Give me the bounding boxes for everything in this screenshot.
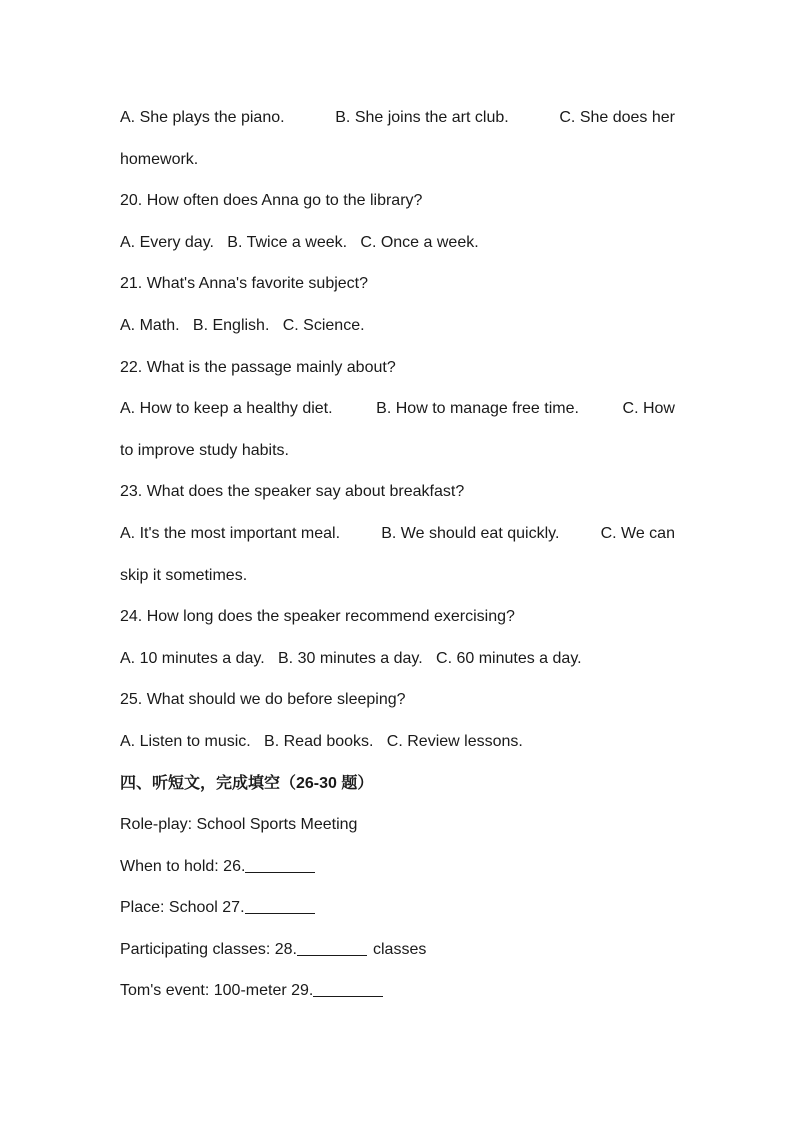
q19-option-a: A. She plays the piano. — [120, 109, 285, 126]
q25-options: A. Listen to music. B. Read books. C. Review lessons. — [120, 732, 523, 750]
place-line — [120, 887, 675, 929]
answer-blank-28[interactable] — [297, 937, 367, 956]
q23-option-a: A. It's the most important meal. — [120, 524, 341, 542]
toms-event-line — [120, 970, 675, 1012]
place-label: Place: School 27. — [120, 899, 245, 917]
worksheet-page — [120, 97, 675, 1012]
q21-options: A. Math. B. English. C. Science. — [120, 316, 365, 334]
role-play-title: Role-play: School Sports Meeting — [120, 816, 358, 834]
q23-options-line — [120, 513, 675, 555]
q22-option-c: C. How — [622, 400, 675, 418]
answer-blank-27[interactable] — [245, 895, 315, 914]
q23-option-c-continued: skip it sometimes. — [120, 566, 248, 584]
q19-option-c: C. She does her — [559, 109, 675, 126]
when-to-hold-label: When to hold: 26. — [120, 857, 246, 875]
q22-option-c-continued: to improve study habits. — [120, 441, 289, 459]
q19-options-line — [120, 97, 675, 139]
q23-question: 23. What does the speaker say about breakfast? — [120, 483, 465, 501]
participating-classes-label: Participating classes: 28. — [120, 940, 297, 958]
q19-option-c-continued: homework. — [120, 150, 199, 168]
q22-option-b: B. How to manage free time. — [376, 400, 579, 418]
q25-question: 25. What should we do before sleeping? — [120, 691, 406, 709]
classes-suffix: classes — [372, 940, 427, 958]
answer-blank-29[interactable] — [313, 978, 383, 997]
q21-question: 21. What's Anna's favorite subject? — [120, 275, 369, 293]
section-four-heading: 四、听短文，完成填空（26-30 题） — [120, 774, 374, 792]
toms-event-label: Tom's event: 100-meter 29. — [120, 982, 314, 1000]
q22-question: 22. What is the passage mainly about? — [120, 358, 396, 376]
q23-option-b: B. We should eat quickly. — [381, 524, 560, 542]
q20-question: 20. How often does Anna go to the library? — [120, 192, 423, 210]
q24-question: 24. How long does the speaker recommend exercising? — [120, 608, 515, 626]
q23-option-c: C. We can — [600, 524, 675, 542]
q22-option-a: A. How to keep a healthy diet. — [120, 400, 333, 418]
answer-blank-26[interactable] — [245, 854, 315, 873]
participating-classes-line — [120, 929, 675, 971]
when-to-hold-line — [120, 846, 675, 888]
q20-options: A. Every day. B. Twice a week. C. Once a week. — [120, 233, 479, 251]
q22-options-line — [120, 388, 675, 430]
q24-options: A. 10 minutes a day. B. 30 minutes a day. C. 60 minutes a day. — [120, 649, 582, 667]
q19-option-b: B. She joins the art club. — [335, 109, 509, 126]
